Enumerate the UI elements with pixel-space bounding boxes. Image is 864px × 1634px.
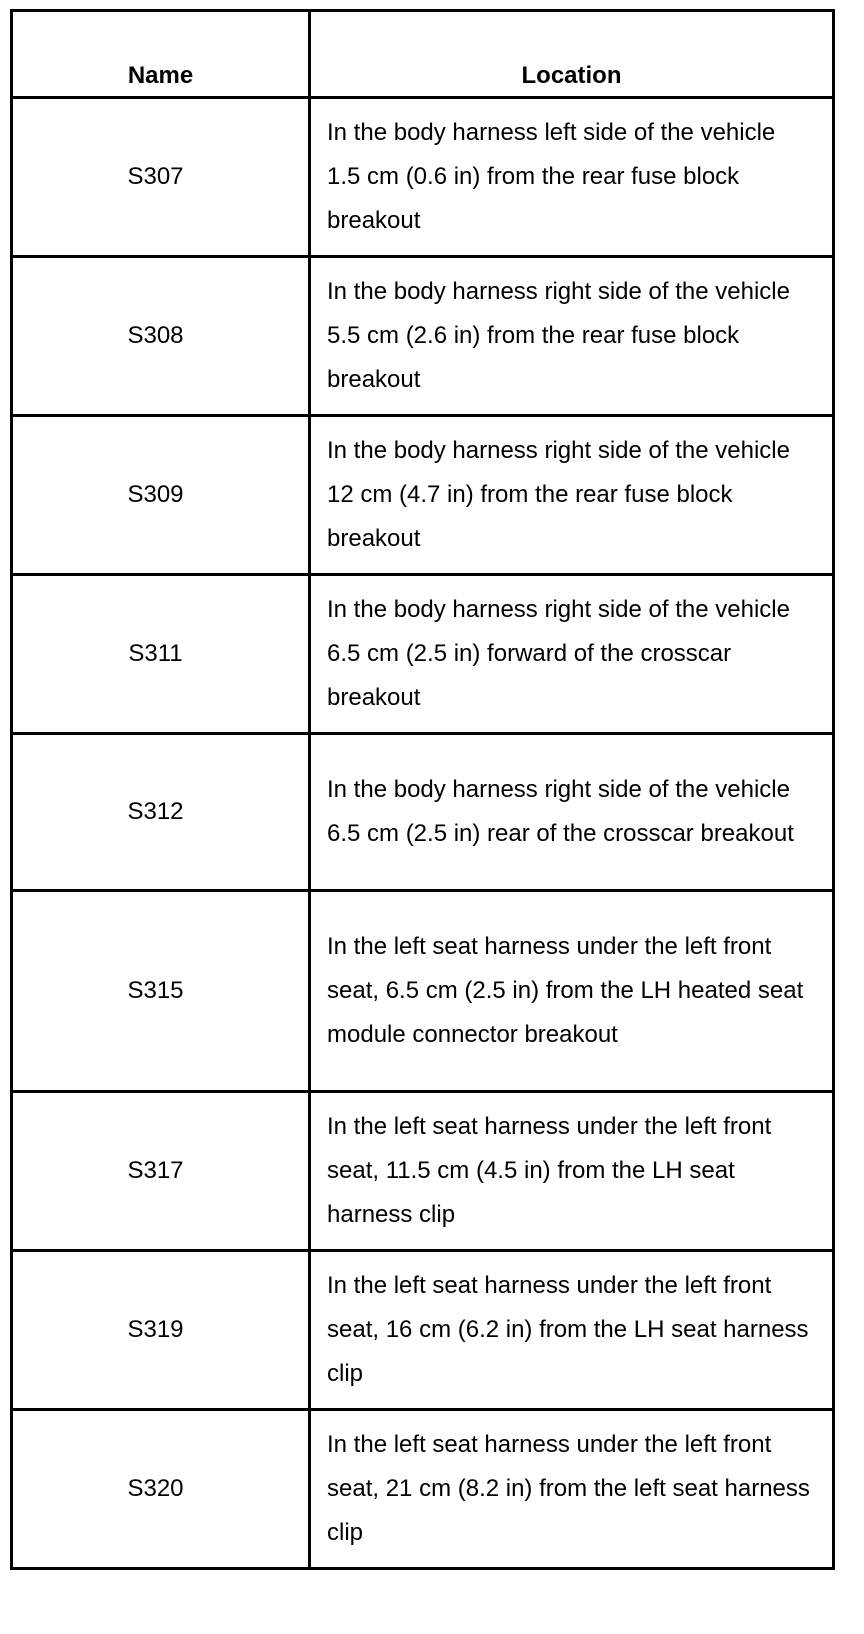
splice-name-cell: S311 <box>12 575 310 734</box>
splice-location-cell: In the body harness right side of the vehicle 5.5 cm (2.6 in) from the rear fuse block breakout <box>310 257 834 416</box>
splice-name-cell: S309 <box>12 416 310 575</box>
splice-name-cell: S315 <box>12 891 310 1092</box>
splice-location-cell: In the left seat harness under the left front seat, 11.5 cm (4.5 in) from the LH seat harness clip <box>310 1092 834 1251</box>
table-row <box>12 891 834 1092</box>
table-row <box>12 416 834 575</box>
table-header-row <box>12 11 834 98</box>
splice-name-cell: S317 <box>12 1092 310 1251</box>
table-row <box>12 257 834 416</box>
table-row <box>12 98 834 257</box>
splice-location-cell: In the left seat harness under the left front seat, 6.5 cm (2.5 in) from the LH heated seat module connector breakout <box>310 891 834 1092</box>
splice-name-cell: S308 <box>12 257 310 416</box>
splice-name-cell: S307 <box>12 98 310 257</box>
table-row <box>12 575 834 734</box>
table-row <box>12 1092 834 1251</box>
table-row <box>12 1410 834 1569</box>
name-column-header: Name <box>12 11 310 98</box>
splice-location-cell: In the body harness left side of the vehicle 1.5 cm (0.6 in) from the rear fuse block breakout <box>310 98 834 257</box>
splice-location-cell: In the body harness right side of the vehicle 6.5 cm (2.5 in) forward of the crosscar breakout <box>310 575 834 734</box>
splice-location-cell: In the body harness right side of the vehicle 6.5 cm (2.5 in) rear of the crosscar breakout <box>310 734 834 891</box>
splice-name-cell: S319 <box>12 1251 310 1410</box>
splice-name-cell: S312 <box>12 734 310 891</box>
splice-location-cell: In the left seat harness under the left front seat, 16 cm (6.2 in) from the LH seat harness clip <box>310 1251 834 1410</box>
splice-location-table-container <box>10 9 832 1570</box>
splice-location-table <box>10 9 835 1570</box>
splice-location-cell: In the body harness right side of the vehicle 12 cm (4.7 in) from the rear fuse block breakout <box>310 416 834 575</box>
splice-name-cell: S320 <box>12 1410 310 1569</box>
location-column-header: Location <box>310 11 834 98</box>
splice-location-cell: In the left seat harness under the left front seat, 21 cm (8.2 in) from the left seat harness clip <box>310 1410 834 1569</box>
table-row <box>12 1251 834 1410</box>
table-row <box>12 734 834 891</box>
